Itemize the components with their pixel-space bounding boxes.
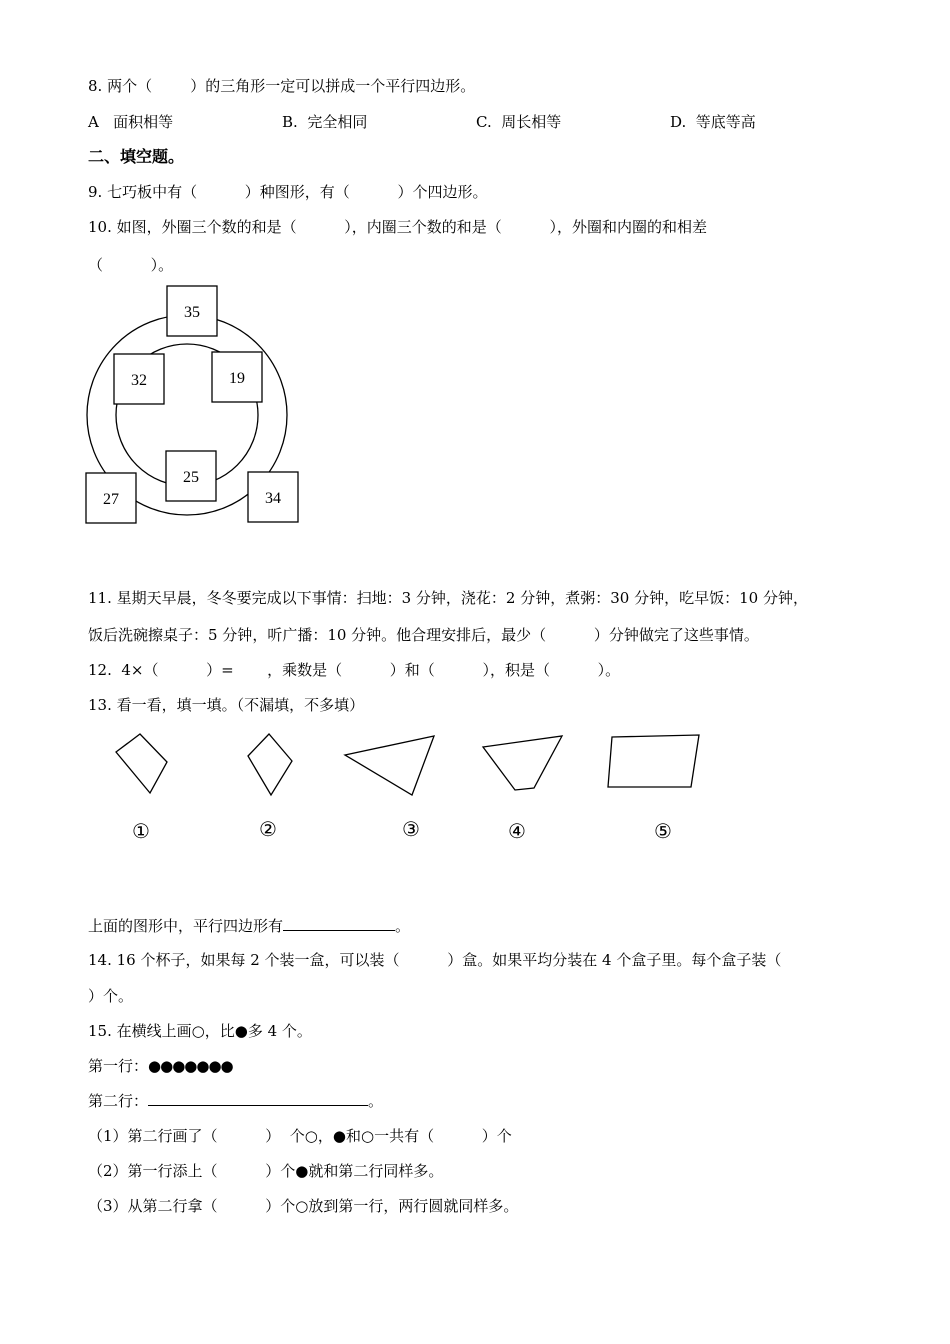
box-top bbox=[167, 286, 217, 336]
q10-line1: 10. 如图，外圈三个数的和是（ ），内圈三个数的和是（ ），外圈和内圈的和相差 bbox=[88, 218, 707, 236]
q15-row2 bbox=[88, 1091, 383, 1111]
q15-row2-blank[interactable] bbox=[148, 1091, 368, 1106]
q15-sub3-b: 放到第一行，两行圆就同样多。 bbox=[308, 1197, 519, 1215]
q15-sub1-d: 一共有（ ）个 bbox=[374, 1127, 512, 1145]
q15-row1-label: 第一行： bbox=[88, 1057, 149, 1075]
q13-answer-blank[interactable] bbox=[283, 916, 395, 931]
q8-option-c[interactable]: C. 周长相等 bbox=[476, 113, 562, 131]
q8-stem: 8. 两个（ ）的三角形一定可以拼成一个平行四边形。 bbox=[88, 77, 476, 95]
hollow-circle-icon: ○ bbox=[191, 1022, 205, 1040]
q15-sub2 bbox=[88, 1161, 443, 1181]
q9-stem: 9. 七巧板中有（ ）种图形，有（ ）个四边形。 bbox=[88, 183, 488, 201]
shape-1-label: ① bbox=[132, 819, 150, 843]
q15-stem-a: 15. 在横线上画 bbox=[88, 1022, 192, 1040]
q15-sub1-a: （1）第二行画了（ ） 个 bbox=[88, 1127, 305, 1145]
q15-row2-label: 第二行： bbox=[88, 1092, 149, 1110]
q15-sub1 bbox=[88, 1126, 512, 1146]
box-inner-bottom bbox=[166, 451, 216, 501]
hollow-circle-icon: ○ bbox=[304, 1127, 318, 1145]
q15-sub3 bbox=[88, 1196, 518, 1216]
q8-option-a[interactable]: A 面积相等 bbox=[88, 113, 174, 131]
q15-row1-dots: ●●●●●●● bbox=[148, 1057, 233, 1075]
q15-sub2-b: 就和第二行同样多。 bbox=[308, 1162, 444, 1180]
q14-line2: ）个。 bbox=[88, 987, 134, 1005]
filled-circle-icon: ● bbox=[295, 1162, 309, 1180]
q15-row1 bbox=[88, 1056, 233, 1076]
box-inner-left-number: 32 bbox=[131, 372, 147, 389]
filled-circle-icon: ● bbox=[332, 1127, 346, 1145]
box-top-number: 35 bbox=[184, 304, 200, 321]
q12-stem: 12. 4×（ ）= ，乘数是（ ）和（ ），积是（ ）。 bbox=[88, 661, 621, 679]
q10-circle-figure bbox=[80, 280, 310, 530]
box-inner-bottom-number: 25 bbox=[183, 469, 199, 486]
q8-option-d[interactable]: D. 等底等高 bbox=[670, 113, 756, 131]
q15-stem-b: ，比 bbox=[204, 1022, 235, 1040]
q11-line1: 11. 星期天早晨，冬冬要完成以下事情：扫地：3 分钟，浇花：2 分钟，煮粥：30 分钟，吃早饭：10 分钟， bbox=[88, 589, 808, 607]
q15-stem-c: 多 4 个。 bbox=[247, 1022, 312, 1040]
hollow-circle-icon: ○ bbox=[295, 1197, 309, 1215]
q15-sub1-b: ， bbox=[317, 1127, 333, 1145]
q13-shapes-figure bbox=[100, 725, 720, 850]
box-inner-right bbox=[212, 352, 262, 402]
q13-answer-suffix: 。 bbox=[395, 917, 411, 935]
hollow-circle-icon: ○ bbox=[360, 1127, 375, 1145]
box-outer-left bbox=[86, 473, 136, 523]
q14-line1: 14. 16 个杯子，如果每 2 个装一盒，可以装（ ）盒。如果平均分装在 4 个盒子里。每个盒子装（ bbox=[88, 951, 782, 969]
box-outer-right-number: 34 bbox=[265, 490, 281, 507]
section-title: 二、填空题。 bbox=[88, 147, 185, 166]
shape-3-triangle bbox=[345, 736, 434, 795]
q15-sub2-a: （2）第一行添上（ ）个 bbox=[88, 1162, 296, 1180]
shape-1-quadrilateral bbox=[116, 734, 167, 793]
shape-2-label: ② bbox=[259, 817, 277, 841]
box-inner-left bbox=[114, 354, 164, 404]
q8-option-b[interactable]: B. 完全相同 bbox=[282, 113, 368, 131]
box-inner-right-number: 19 bbox=[229, 370, 245, 387]
shape-3-label: ③ bbox=[402, 817, 420, 841]
shape-5-label: ⑤ bbox=[654, 819, 672, 843]
q13-answer-prefix: 上面的图形中，平行四边形有 bbox=[88, 917, 284, 935]
box-outer-left-number: 27 bbox=[103, 491, 119, 508]
q13-answer-line bbox=[88, 916, 410, 936]
q15-sub1-c: 和 bbox=[345, 1127, 361, 1145]
q15-sub3-a: （3）从第二行拿（ ）个 bbox=[88, 1197, 296, 1215]
q15-stem bbox=[88, 1021, 312, 1041]
q10-line2: （ ）。 bbox=[88, 256, 174, 274]
q11-line2: 饭后洗碗擦桌子：5 分钟，听广播：10 分钟。他合理安排后，最少（ ）分钟做完了这些事情。 bbox=[88, 626, 759, 644]
shape-2-parallelogram bbox=[248, 734, 292, 795]
shape-4-quadrilateral bbox=[483, 736, 562, 790]
shape-4-label: ④ bbox=[508, 819, 526, 843]
filled-circle-icon: ● bbox=[234, 1022, 248, 1040]
box-outer-right bbox=[248, 472, 298, 522]
q13-stem: 13. 看一看，填一填。（不漏填，不多填） bbox=[88, 696, 365, 714]
q15-row2-suffix: 。 bbox=[368, 1092, 384, 1110]
shape-5-parallelogram bbox=[608, 735, 699, 787]
